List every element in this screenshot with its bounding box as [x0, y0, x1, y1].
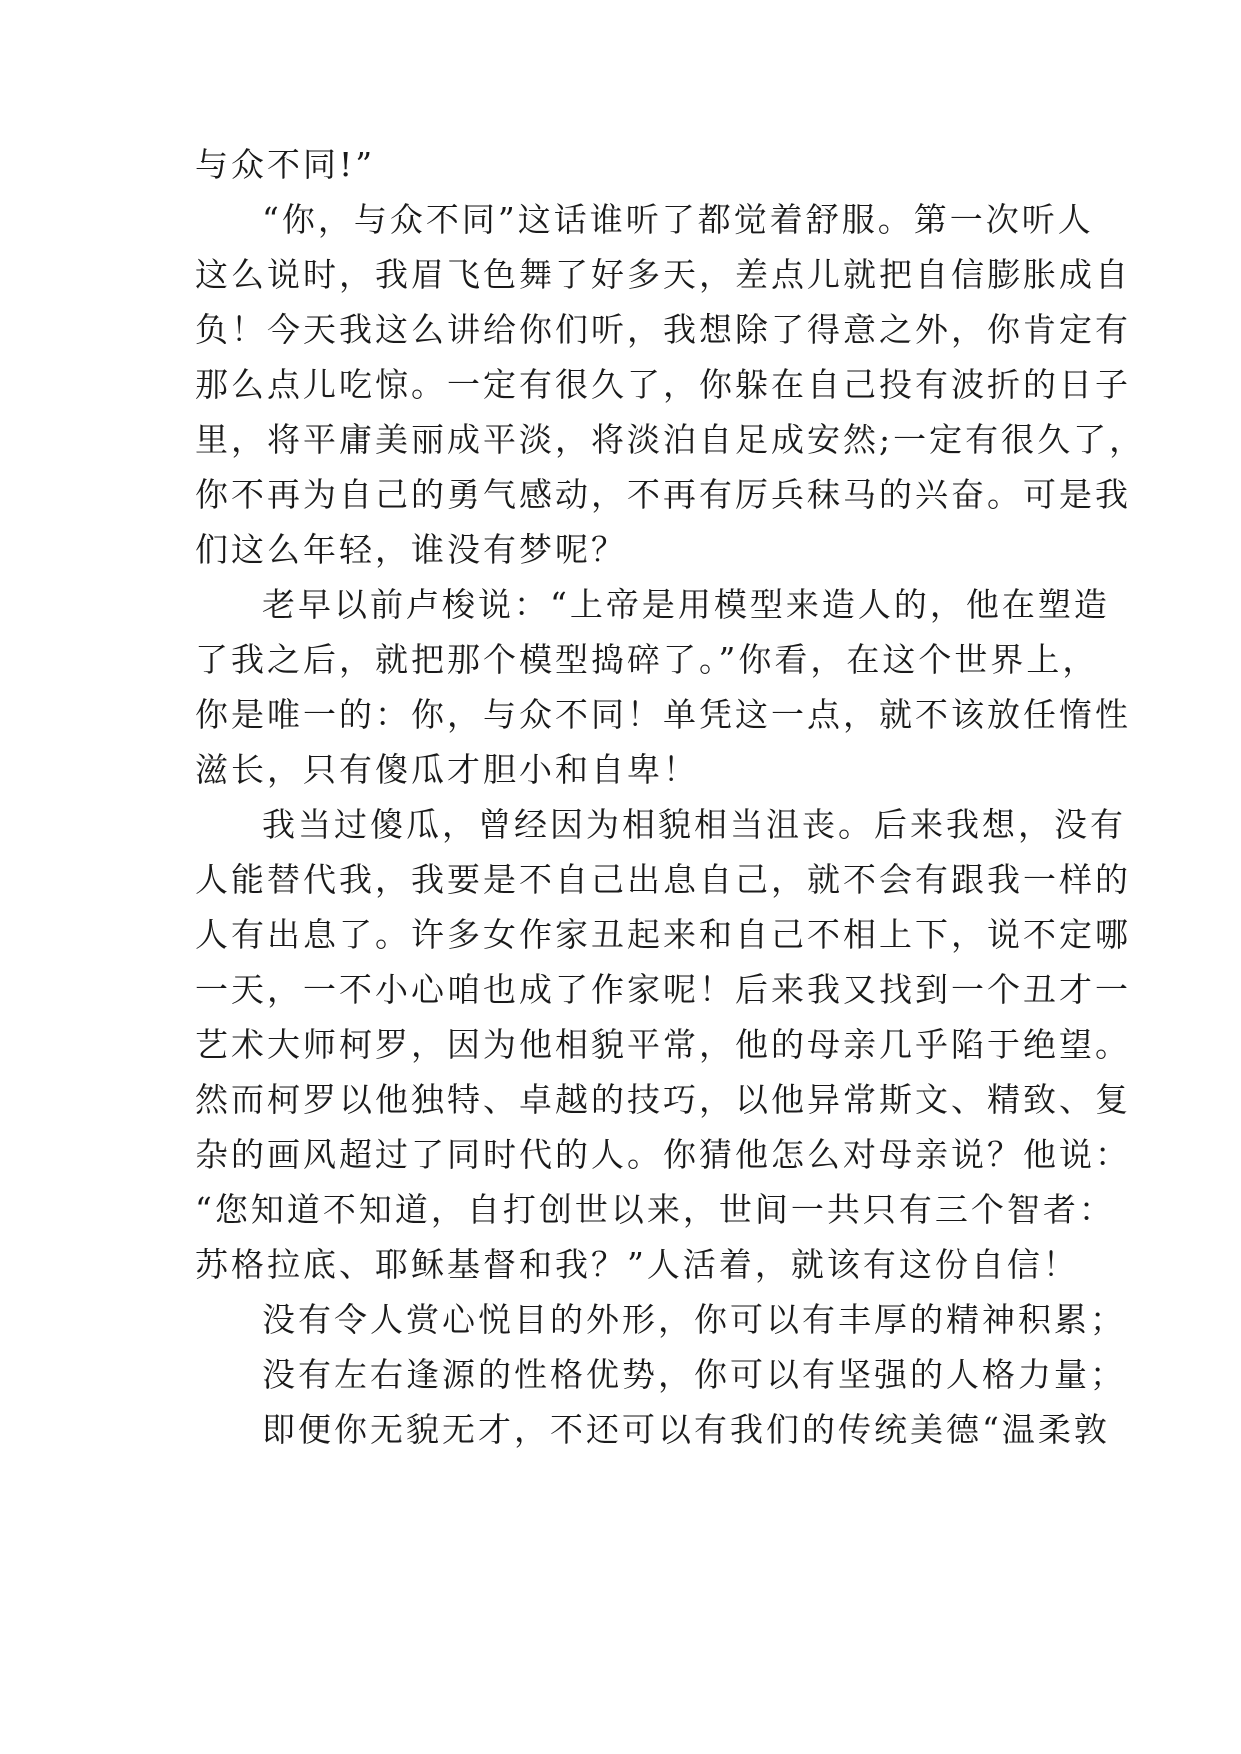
text-line: “您知道不知道，自打创世以来，世间一共只有三个智者： [195, 1190, 1115, 1229]
text-line: 杂的画风超过了同时代的人。你猜他怎么对母亲说？他说： [195, 1135, 1131, 1174]
text-line: 这么说时，我眉飞色舞了好多天，差点儿就把自信膨胀成自 [195, 255, 1131, 294]
text-line: 里，将平庸美丽成平淡，将淡泊自足成安然;一定有很久了， [195, 420, 1146, 459]
text-line: 了我之后，就把那个模型捣碎了。”你看，在这个世界上， [195, 640, 1099, 679]
text-line: 没有令人赏心悦目的外形，你可以有丰厚的精神积累； [262, 1300, 1126, 1339]
text-line: 然而柯罗以他独特、卓越的技巧，以他异常斯文、精致、复 [195, 1080, 1131, 1119]
text-line: 艺术大师柯罗，因为他相貌平常，他的母亲几乎陷于绝望。 [195, 1025, 1131, 1064]
text-line: “你，与众不同”这话谁听了都觉着舒服。第一次听人 [262, 200, 1094, 239]
text-line: 即便你无貌无才，不还可以有我们的传统美德“温柔敦 [262, 1410, 1110, 1449]
text-line: 滋长，只有傻瓜才胆小和自卑！ [195, 750, 699, 789]
text-line: 负！今天我这么讲给你们听，我想除了得意之外，你肯定有 [195, 310, 1131, 349]
text-line: 没有左右逢源的性格优势，你可以有坚强的人格力量； [262, 1355, 1126, 1394]
text-line: 我当过傻瓜，曾经因为相貌相当沮丧。后来我想，没有 [262, 805, 1126, 844]
text-line: 老早以前卢梭说：“上帝是用模型来造人的，他在塑造 [262, 585, 1110, 624]
text-line: 你是唯一的：你，与众不同！单凭这一点，就不该放任惰性 [195, 695, 1131, 734]
text-line: 们这么年轻，谁没有梦呢？ [195, 530, 627, 569]
text-line: 人有出息了。许多女作家丑起来和自己不相上下，说不定哪 [195, 915, 1131, 954]
text-line: 人能替代我，我要是不自己出息自己，就不会有跟我一样的 [195, 860, 1131, 899]
text-line: 那么点儿吃惊。一定有很久了，你躲在自己投有波折的日子 [195, 365, 1131, 404]
text-line: 与众不同!” [195, 145, 376, 184]
text-line: 苏格拉底、耶稣基督和我？”人活着，就该有这份自信！ [195, 1245, 1079, 1284]
text-line: 你不再为自己的勇气感动，不再有厉兵秣马的兴奋。可是我 [195, 475, 1131, 514]
text-line: 一天，一不小心咱也成了作家呢！后来我又找到一个丑才一 [195, 970, 1131, 1009]
